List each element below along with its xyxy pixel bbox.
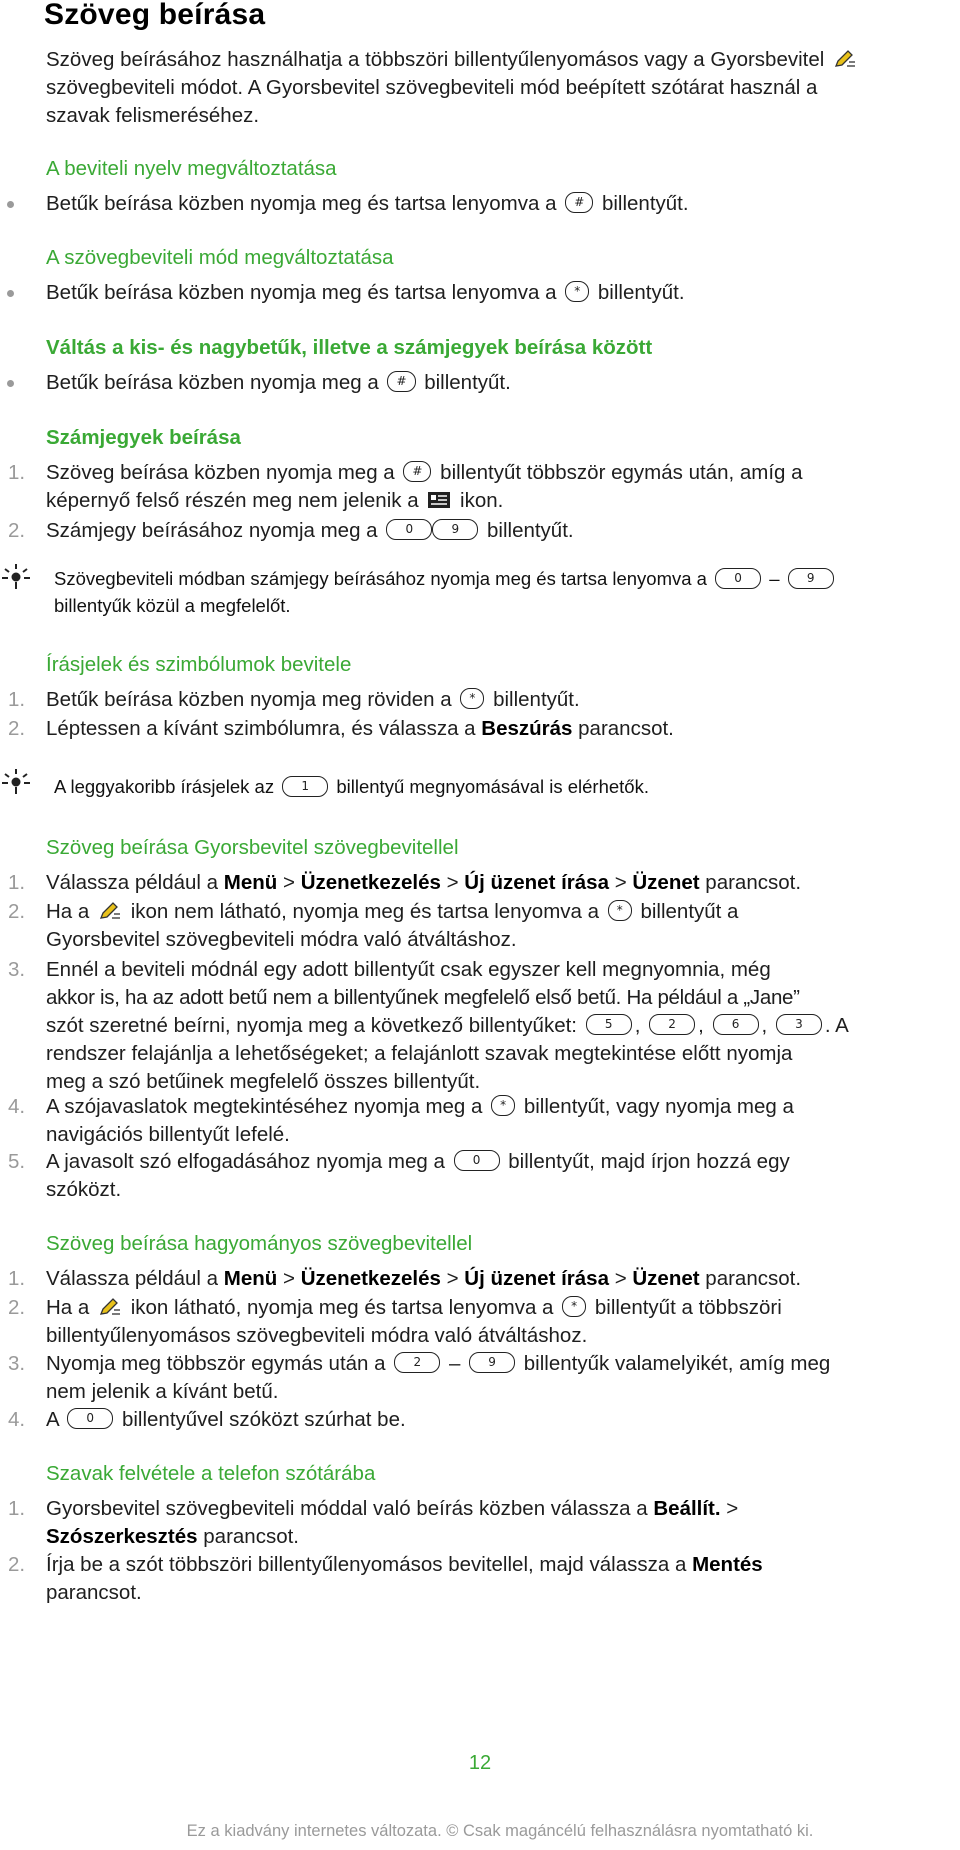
- list-item: [8, 1294, 916, 1350]
- list-marker: 3.: [8, 1352, 26, 1375]
- list-item: [8, 898, 916, 954]
- list-text: Válassza például a: [46, 871, 219, 894]
- separator: >: [446, 1267, 459, 1290]
- section-heading: A beviteli nyelv megváltoztatása: [46, 157, 337, 180]
- intro-paragraph: [46, 46, 926, 130]
- list-item: [46, 369, 916, 397]
- list-text: billentyűt, vagy nyomja meg a: [523, 1095, 794, 1118]
- list-item: [46, 190, 916, 218]
- list-text: billentyűt többször egymás után, amíg a: [440, 461, 803, 484]
- list-text: Léptessen a kívánt szimbólumra, és válassza a: [46, 717, 476, 740]
- section-heading: Szöveg beírása Gyorsbevitel szövegbevitellel: [46, 836, 459, 859]
- pencil-icon: [98, 901, 122, 921]
- intro-line: Szöveg beírásához használhatja a többszöri billentyűlenyomásos vagy a Gyorsbevitel: [46, 48, 825, 71]
- list-text: Ha a: [46, 1296, 90, 1319]
- tip-text: Szövegbeviteli módban számjegy beírásához nyomja meg és tartsa lenyomva a: [54, 568, 707, 589]
- menu-label: Menü: [223, 871, 278, 894]
- list-text: Gyorsbevitel szövegbeviteli móddal való beírás közben válassza a: [46, 1497, 648, 1520]
- list-text: akkor is, ha az adott betű nem a billentyűnek megfelelő első betű. Ha például a „Jane”: [46, 986, 800, 1009]
- list-item: [46, 279, 916, 307]
- list-text: billentyűt, majd írjon hozzá egy: [508, 1150, 790, 1173]
- nine-key-icon: 9: [788, 568, 834, 589]
- tip-note: [54, 773, 934, 800]
- menu-label: Új üzenet írása: [464, 871, 609, 894]
- list-text: A javasolt szó elfogadásához nyomja meg a: [46, 1150, 445, 1173]
- list-text: ikon látható, nyomja meg és tartsa lenyomva a: [130, 1296, 554, 1319]
- list-text: A: [46, 1408, 59, 1431]
- star-key-icon: *: [491, 1095, 515, 1116]
- star-key-icon: *: [608, 900, 632, 921]
- list-text: rendszer felajánlja a lehetőségeket; a felajánlott szavak megtekintése előtt nyomja: [46, 1042, 793, 1065]
- list-text: billentyűt.: [597, 281, 685, 304]
- separator: >: [726, 1497, 739, 1520]
- section-heading: Váltás a kis- és nagybetűk, illetve a számjegyek beírása között: [46, 336, 653, 359]
- hash-key-icon: #: [387, 371, 415, 392]
- list-text: . A: [824, 1014, 849, 1037]
- bullet: [7, 201, 14, 208]
- bullet: [7, 290, 14, 297]
- list-text: Gyorsbevitel szövegbeviteli módra való átváltáshoz.: [46, 928, 517, 951]
- three-key-icon: 3: [776, 1014, 822, 1035]
- list-text: billentyűt.: [601, 192, 689, 215]
- menu-label: Menü: [223, 1267, 278, 1290]
- list-text: parancsot.: [203, 1525, 299, 1548]
- list-text: parancsot.: [705, 871, 802, 894]
- list-text: billentyűk valamelyikét, amíg meg: [523, 1352, 831, 1375]
- list-item: [8, 715, 916, 743]
- list-text: billentyűlenyomásos szövegbeviteli módra való átváltáshoz.: [46, 1324, 588, 1347]
- list-item: [8, 1551, 916, 1607]
- list-text: billentyűt.: [424, 371, 511, 394]
- list-text: szót szeretné beírni, nyomja meg a következő billentyűket:: [46, 1014, 577, 1037]
- list-text: ikon.: [460, 489, 504, 512]
- zero-key-icon: 0: [715, 568, 761, 589]
- menu-label: Szószerkesztés: [46, 1525, 198, 1548]
- separator: >: [446, 871, 459, 894]
- list-text: billentyűvel szóközt szúrhat be.: [121, 1408, 406, 1431]
- list-text: meg a szó betűinek megfelelő összes billentyűt.: [46, 1070, 481, 1093]
- list-text: Ha a: [46, 900, 90, 923]
- list-marker: 4.: [8, 1408, 26, 1431]
- pencil-icon: [98, 1297, 122, 1317]
- tip-text: –: [769, 568, 780, 589]
- list-marker: 2.: [8, 1553, 26, 1576]
- separator: >: [614, 1267, 627, 1290]
- list-marker: 1.: [8, 1497, 26, 1520]
- nine-key-icon: 9: [432, 519, 478, 540]
- one-key-icon: 1: [282, 776, 328, 797]
- list-marker: 5.: [8, 1150, 26, 1173]
- six-key-icon: 6: [713, 1014, 759, 1035]
- menu-label: Üzenetkezelés: [300, 871, 441, 894]
- list-text: billentyűt.: [493, 688, 580, 711]
- star-key-icon: *: [562, 1296, 586, 1317]
- zero-key-icon: 0: [67, 1408, 113, 1429]
- separator: >: [283, 871, 296, 894]
- numeric-mode-icon: [427, 491, 451, 509]
- page-title: Szöveg beírása: [44, 0, 266, 31]
- list-text: Szöveg beírása közben nyomja meg a: [46, 461, 395, 484]
- hash-key-icon: #: [565, 192, 593, 213]
- list-marker: 1.: [8, 1267, 26, 1290]
- list-text: ikon nem látható, nyomja meg és tartsa lenyomva a: [130, 900, 600, 923]
- menu-label: Új üzenet írása: [464, 1267, 609, 1290]
- list-text: Betűk beírása közben nyomja meg és tartsa lenyomva a: [46, 192, 557, 215]
- list-text: Betűk beírása közben nyomja meg a: [46, 371, 379, 394]
- list-item: [8, 1093, 916, 1149]
- bullet: [7, 380, 14, 387]
- command-label: Mentés: [692, 1553, 763, 1576]
- tip-text: A leggyakoribb írásjelek az: [54, 776, 275, 797]
- page-number: 12: [468, 1752, 492, 1774]
- list-marker: 4.: [8, 1095, 26, 1118]
- list-marker: 1.: [8, 461, 26, 484]
- list-text: Betűk beírása közben nyomja meg röviden a: [46, 688, 452, 711]
- list-text: navigációs billentyűt lefelé.: [46, 1123, 290, 1146]
- list-text: –: [448, 1352, 461, 1375]
- list-text: Ennél a beviteli módnál egy adott billentyűt csak egyszer kell megnyomnia, még: [46, 958, 771, 981]
- menu-label: Üzenet: [632, 871, 700, 894]
- list-text: Írja be a szót többszöri billentyűlenyomásos bevitellel, majd válassza a: [46, 1553, 687, 1576]
- lightbulb-tip-icon: [0, 766, 32, 798]
- command-label: Beszúrás: [481, 717, 573, 740]
- tip-text: billentyű megnyomásával is elérhetők.: [336, 776, 649, 797]
- section-heading: A szövegbeviteli mód megváltoztatása: [46, 246, 394, 269]
- list-text: nem jelenik a kívánt betű.: [46, 1380, 279, 1403]
- tip-note: [54, 565, 934, 619]
- hash-key-icon: #: [403, 461, 431, 482]
- zero-key-icon: 0: [386, 519, 432, 540]
- separator: >: [283, 1267, 296, 1290]
- list-item: [8, 1350, 916, 1406]
- intro-line: szövegbeviteli módot. A Gyorsbevitel szövegbeviteli mód beépített szótárat használ a: [46, 76, 818, 99]
- list-marker: 2.: [8, 717, 26, 740]
- list-text: szóközt.: [46, 1178, 122, 1201]
- list-text: Betűk beírása közben nyomja meg és tartsa lenyomva a: [46, 281, 557, 304]
- list-marker: 2.: [8, 519, 26, 542]
- list-item: [8, 459, 916, 515]
- list-item: [8, 1495, 916, 1551]
- section-heading: Írásjelek és szimbólumok bevitele: [46, 653, 352, 676]
- menu-label: Beállít.: [653, 1497, 721, 1520]
- list-marker: 2.: [8, 1296, 26, 1319]
- list-item: [8, 1406, 916, 1434]
- list-text: Válassza például a: [46, 1267, 219, 1290]
- list-item: [8, 517, 916, 545]
- separator: >: [614, 871, 627, 894]
- list-marker: 2.: [8, 900, 26, 923]
- intro-line: szavak felismeréséhez.: [46, 104, 260, 127]
- list-text: parancsot.: [705, 1267, 802, 1290]
- section-heading: Szavak felvétele a telefon szótárába: [46, 1462, 376, 1485]
- list-text: parancsot.: [578, 717, 674, 740]
- star-key-icon: *: [460, 688, 484, 709]
- list-text: billentyűt a többszöri: [594, 1296, 782, 1319]
- list-text: billentyűt a: [640, 900, 739, 923]
- star-key-icon: *: [565, 281, 589, 302]
- five-key-icon: 5: [586, 1014, 632, 1035]
- two-key-icon: 2: [394, 1352, 440, 1373]
- section-heading: Szöveg beírása hagyományos szövegbevitellel: [46, 1232, 473, 1255]
- list-item: [8, 869, 916, 897]
- list-marker: 3.: [8, 958, 26, 981]
- list-item: [8, 686, 916, 714]
- list-text: Számjegy beírásához nyomja meg a: [46, 519, 378, 542]
- section-heading: Számjegyek beírása: [46, 426, 241, 449]
- lightbulb-tip-icon: [0, 561, 32, 593]
- two-key-icon: 2: [649, 1014, 695, 1035]
- pencil-icon: [833, 49, 857, 69]
- list-text: parancsot.: [46, 1581, 142, 1604]
- list-text: képernyő felső részén meg nem jelenik a: [46, 489, 419, 512]
- list-item: [8, 1148, 916, 1204]
- list-text: billentyűt.: [487, 519, 574, 542]
- menu-label: Üzenet: [632, 1267, 700, 1290]
- footer-note: Ez a kiadvány internetes változata. © Csak magáncélú felhasználásra nyomtatható ki.: [186, 1822, 814, 1840]
- list-marker: 1.: [8, 688, 26, 711]
- list-item: 3. Ennél a beviteli módnál egy adott billentyűt csak egyszer kell megnyomnia, még akkor is, ha az adott betű nem a billentyűnek megfelelő első betű. Ha például a „Jane” szót szeretné beírni, nyomja meg a következő billentyűket: 5 , 2 , 6 , 3 . A rendszer felajánlja a lehetőségeket; a felajánlott szavak megtekintése előtt nyomja meg a szó betűinek megfelelő összes billentyűt.: [46, 956, 916, 1096]
- list-text: Nyomja meg többször egymás után a: [46, 1352, 386, 1375]
- list-item: [8, 1265, 916, 1293]
- menu-label: Üzenetkezelés: [300, 1267, 441, 1290]
- zero-key-icon: 0: [454, 1150, 500, 1171]
- list-text: A szójavaslatok megtekintéséhez nyomja meg a: [46, 1095, 483, 1118]
- list-marker: 1.: [8, 871, 26, 894]
- tip-text: billentyűk közül a megfelelőt.: [54, 595, 291, 616]
- nine-key-icon: 9: [469, 1352, 515, 1373]
